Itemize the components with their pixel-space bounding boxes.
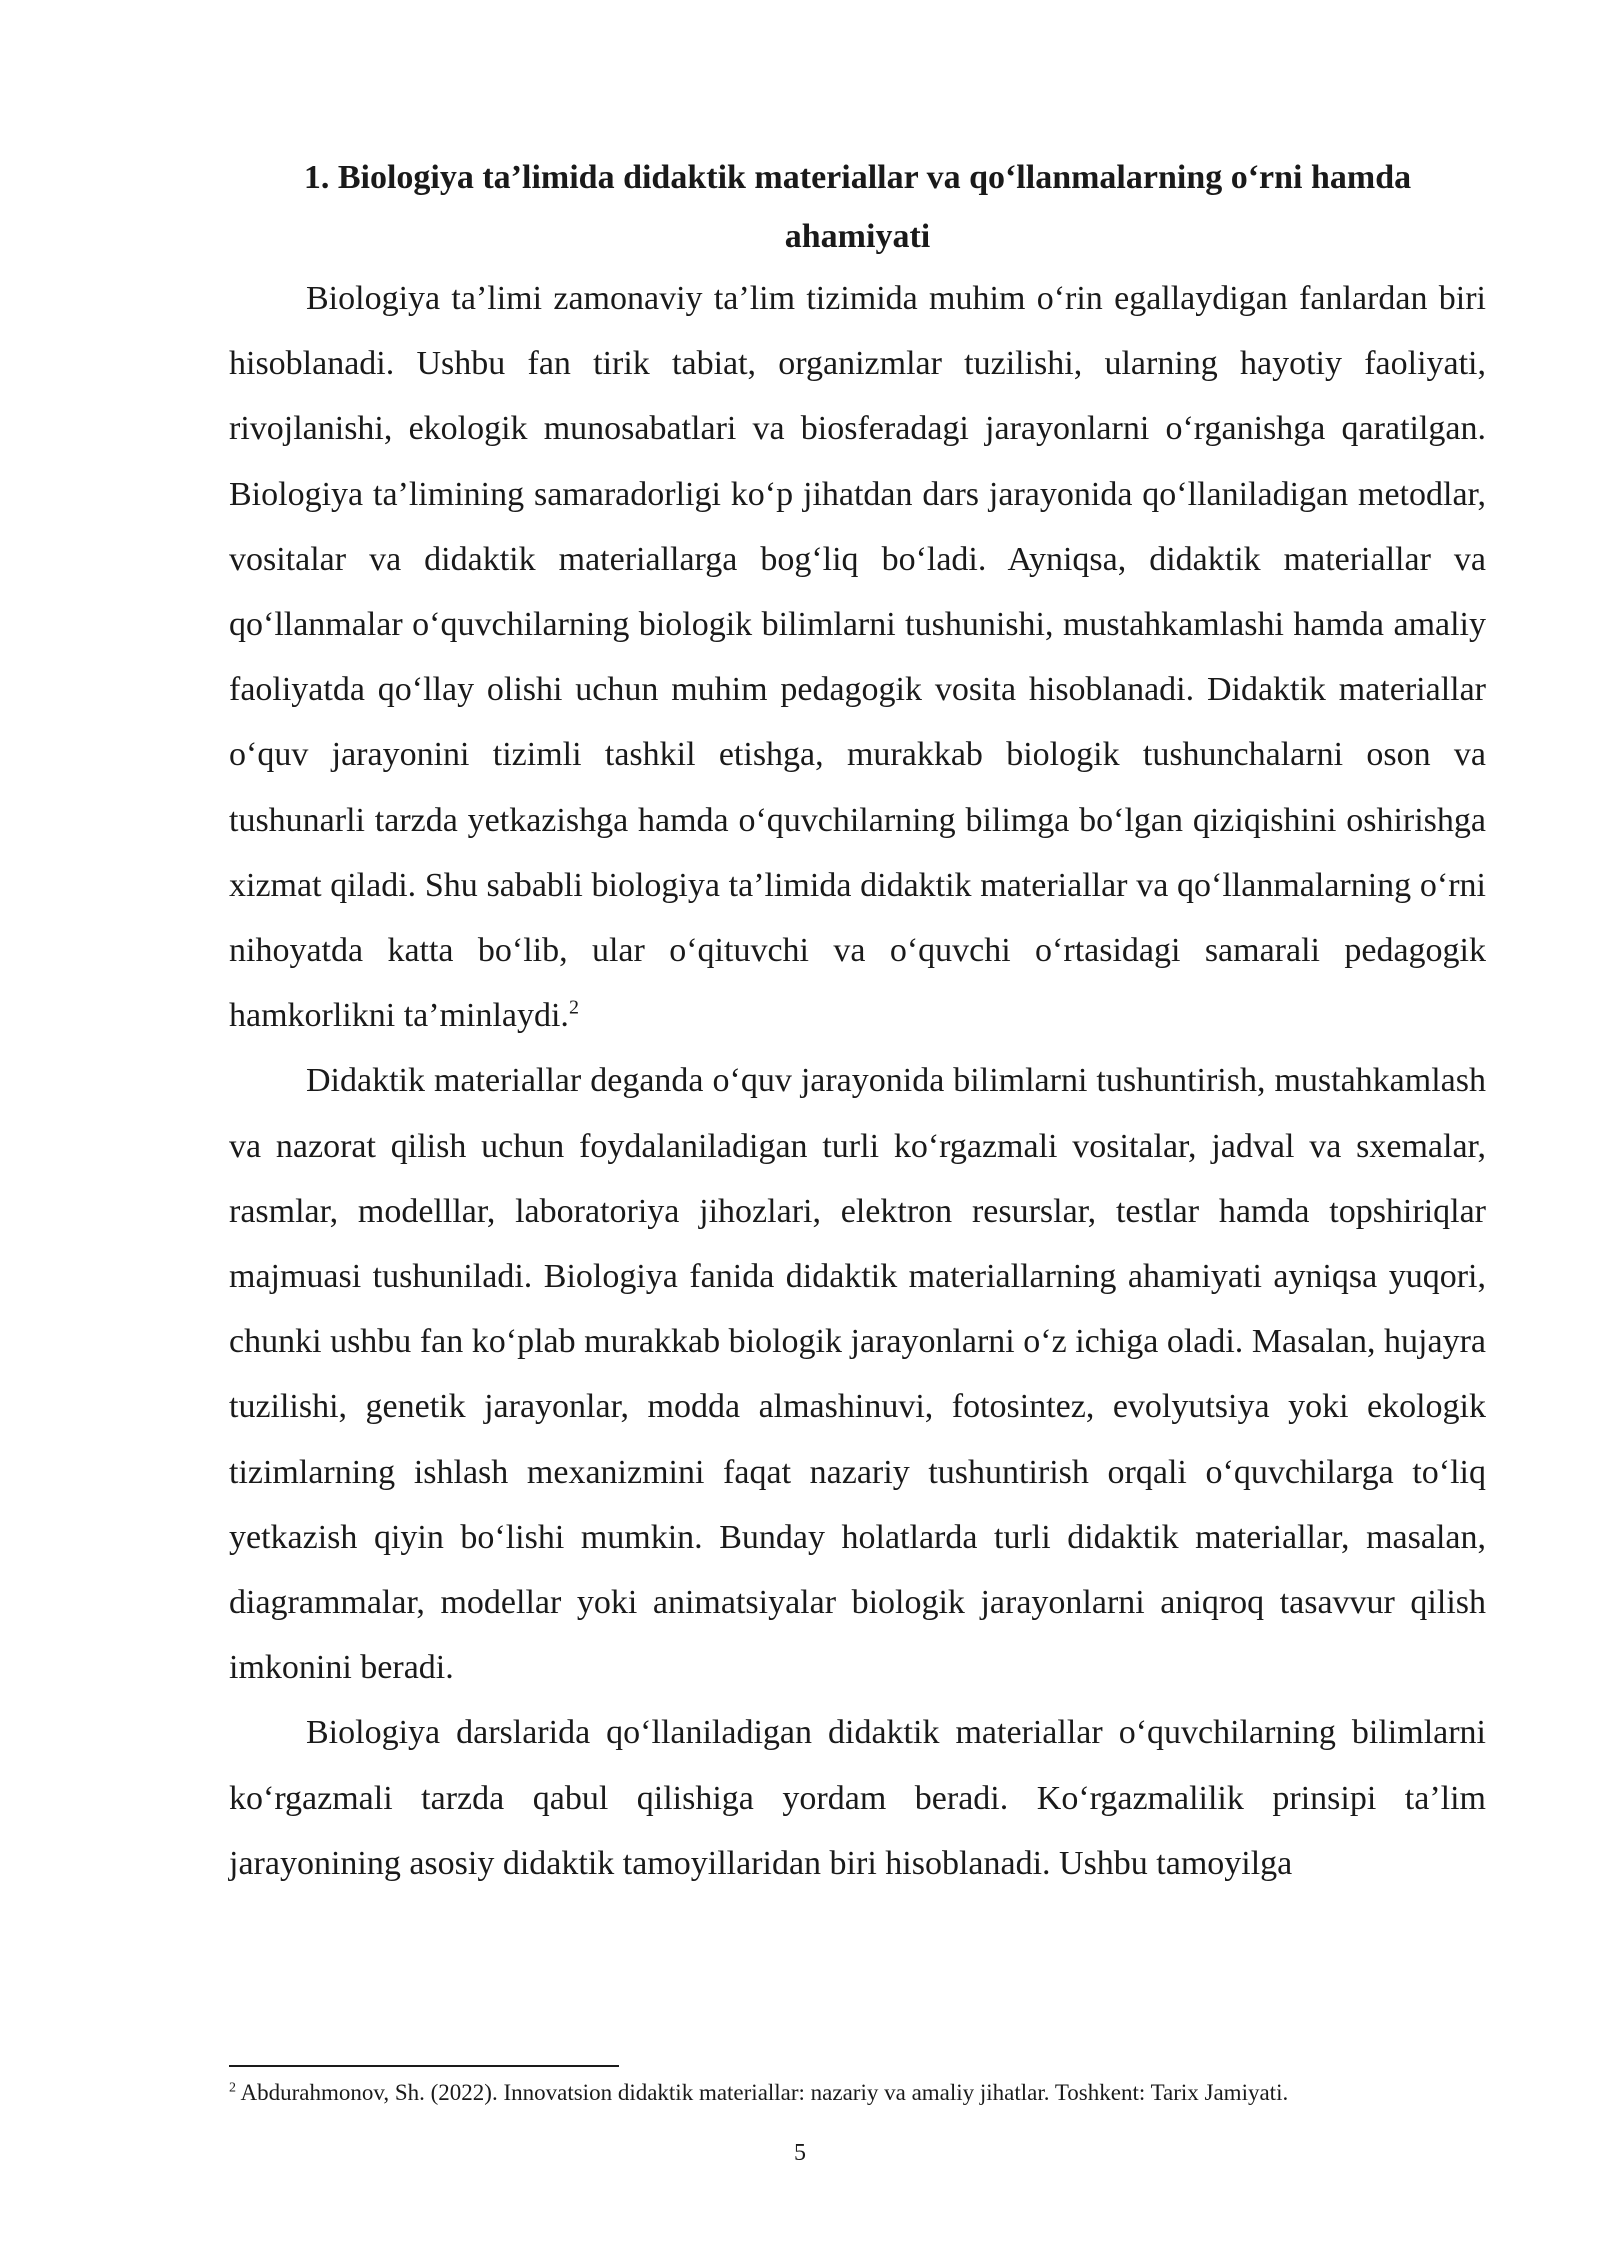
footnote-reference[interactable]: 2: [568, 996, 579, 1019]
section-heading-line-2: ahamiyati: [784, 218, 931, 255]
footnote-number: 2: [229, 2080, 236, 2096]
footnote-separator: [229, 2065, 619, 2067]
page-body: [229, 148, 1486, 1896]
paragraph-2: Didaktik materiallar deganda o‘quv jarayonida bilimlarni tushuntirish, mustahkamlash va nazorat qilish uchun foydalaniladigan turli ko‘rgazmali vositalar, jadval va sxemalar, rasmlar, modelllar, laboratoriya jihozlari, elektron resurslar, testlar hamda topshiriqlar majmuasi tushuniladi. Biologiya fanida didaktik materiallarning ahamiyati ayniqsa yuqori, chunki ushbu fan ko‘plab murakkab biologik jarayonlarni o‘z ichiga oladi. Masalan, hujayra tuzilishi, genetik jarayonlar, modda almashinuvi, fotosintez, evolyutsiya yoki ekologik tizimlarning ishlash mexanizmini faqat nazariy tushuntirish orqali o‘quvchilarga to‘liq yetkazish qiyin bo‘lishi mumkin. Bunday holatlarda turli didaktik materiallar, masalan, diagrammalar, modellar yoki animatsiyalar biologik jarayonlarni aniqroq tasavvur qilish imkonini beradi.: [229, 1062, 1486, 1687]
page-number: 5: [794, 2140, 806, 2166]
section-heading: [229, 148, 1486, 266]
paragraph-3: Biologiya darslarida qo‘llaniladigan didaktik materiallar o‘quvchilarning bilimlarni ko‘rgazmali tarzda qabul qilishiga yordam beradi. Ko‘rgazmalilik prinsipi ta’lim jarayonining asosiy didaktik tamoyillaridan biri hisoblanadi. Ushbu tamoyilga: [229, 1714, 1486, 1882]
section-heading-line-1: 1. Biologiya ta’limida didaktik materiallar va qo‘llanmalarning o‘rni hamda: [303, 159, 1412, 196]
paragraph-1: [229, 266, 1486, 1048]
footnote-text: Abdurahmonov, Sh. (2022). Innovatsion didaktik materiallar: nazariy va amaliy jihatlar. Toshkent: Tarix Jamiyati.: [236, 2080, 1289, 2105]
paragraph-1-text: Biologiya ta’limi zamonaviy ta’lim tizimida muhim o‘rin egallaydigan fanlardan biri hisoblanadi. Ushbu fan tirik tabiat, organizmlar tuzilishi, ularning hayotiy faoliyati, rivojlanishi, ekologik munosabatlari va biosferadagi jarayonlarni o‘rganishga qaratilgan. Biologiya ta’limining samaradorligi ko‘p jihatdan dars jarayonida qo‘llaniladigan metodlar, vositalar va didaktik materiallarga bog‘liq bo‘ladi. Ayniqsa, didaktik materiallar va qo‘llanmalar o‘quvchilarning biologik bilimlarni tushunishi, mustahkamlashi hamda amaliy faoliyatda qo‘llay olishi uchun muhim pedagogik vosita hisoblanadi. Didaktik materiallar o‘quv jarayonini tizimli tashkil etishga, murakkab biologik tushunchalarni oson va tushunarli tarzda yetkazishga hamda o‘quvchilarning bilimga bo‘lgan qiziqishini oshirishga xizmat qiladi. Shu sababli biologiya ta’limida didaktik materiallar va qo‘llanmalarning o‘rni nihoyatda katta bo‘lib, ular o‘qituvchi va o‘quvchi o‘rtasidagi samarali pedagogik hamkorlikni ta’minlaydi.: [229, 280, 1486, 1035]
footnote: [229, 2078, 1486, 2108]
